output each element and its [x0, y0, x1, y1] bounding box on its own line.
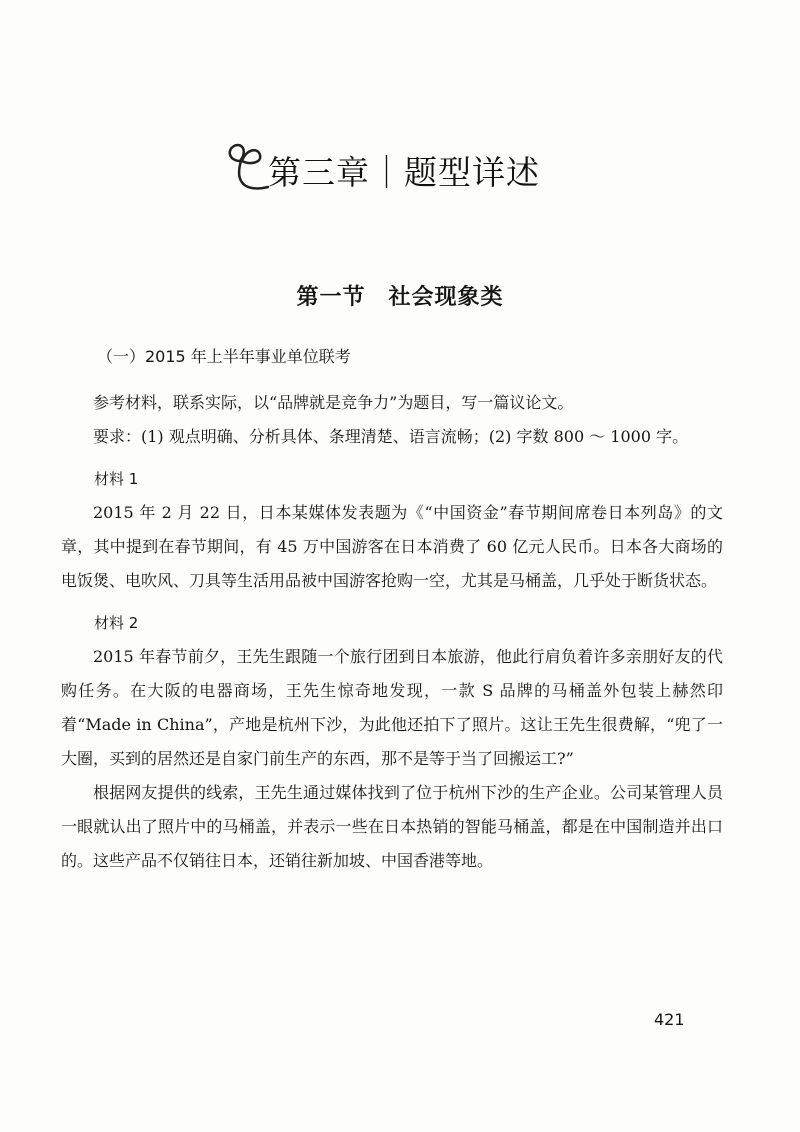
section-title: 第一节 社会现象类 — [296, 285, 504, 310]
task-requirements: 要求：(1) 观点明确、分析具体、条理清楚、语言流畅；(2) 字数 800 ～ 1000 字。 — [93, 427, 689, 446]
body-text — [61, 386, 723, 878]
sprout-icon — [220, 141, 274, 195]
material-label: 材料 2 — [94, 614, 139, 632]
material-paragraph: 2015 年春节前夕，王先生跟随一个旅行团到日本旅游，他此行肩负着许多亲朋好友的代购任务。在大阪的电器商场，王先生惊奇地发现，一款 S 品牌的马桶盖外包装上赫然印着“Made in China”，产地是杭州下沙，为此他还拍下了照片。这让王先生很费解，“兜了一大圈，买到的居然还是自家门前生产的东西，那不是等于当了回搬运工?” — [61, 647, 723, 768]
material-paragraph: 根据网友提供的线索，王先生通过媒体找到了位于杭州下沙的生产企业。公司某管理人员一眼就认出了照片中的马桶盖，并表示一些在日本热销的智能马桶盖，都是在中国制造并出口的。这些产品不仅销往日本，还销往新加坡、中国香港等地。 — [61, 783, 723, 870]
chapter-title: 第三章｜题型详述 — [268, 153, 540, 192]
task-instruction: 参考材料，联系实际，以“品牌就是竞争力”为题目，写一篇议论文。 — [93, 393, 574, 412]
material-label: 材料 1 — [94, 470, 139, 488]
chapter-heading — [210, 135, 570, 205]
subsection-title: （一）2015 年上半年事业单位联考 — [97, 347, 351, 366]
material-paragraph: 2015 年 2 月 22 日，日本某媒体发表题为《“中国资金”春节期间席卷日本列岛》的文章，其中提到在春节期间，有 45 万中国游客在日本消费了 60 亿元人民币。日本各大商场的电饭煲、电吹风、刀具等生活用品被中国游客抢购一空，尤其是马桶盖，几乎处于断货状态。 — [61, 503, 723, 590]
page-number: 421 — [654, 1010, 685, 1029]
